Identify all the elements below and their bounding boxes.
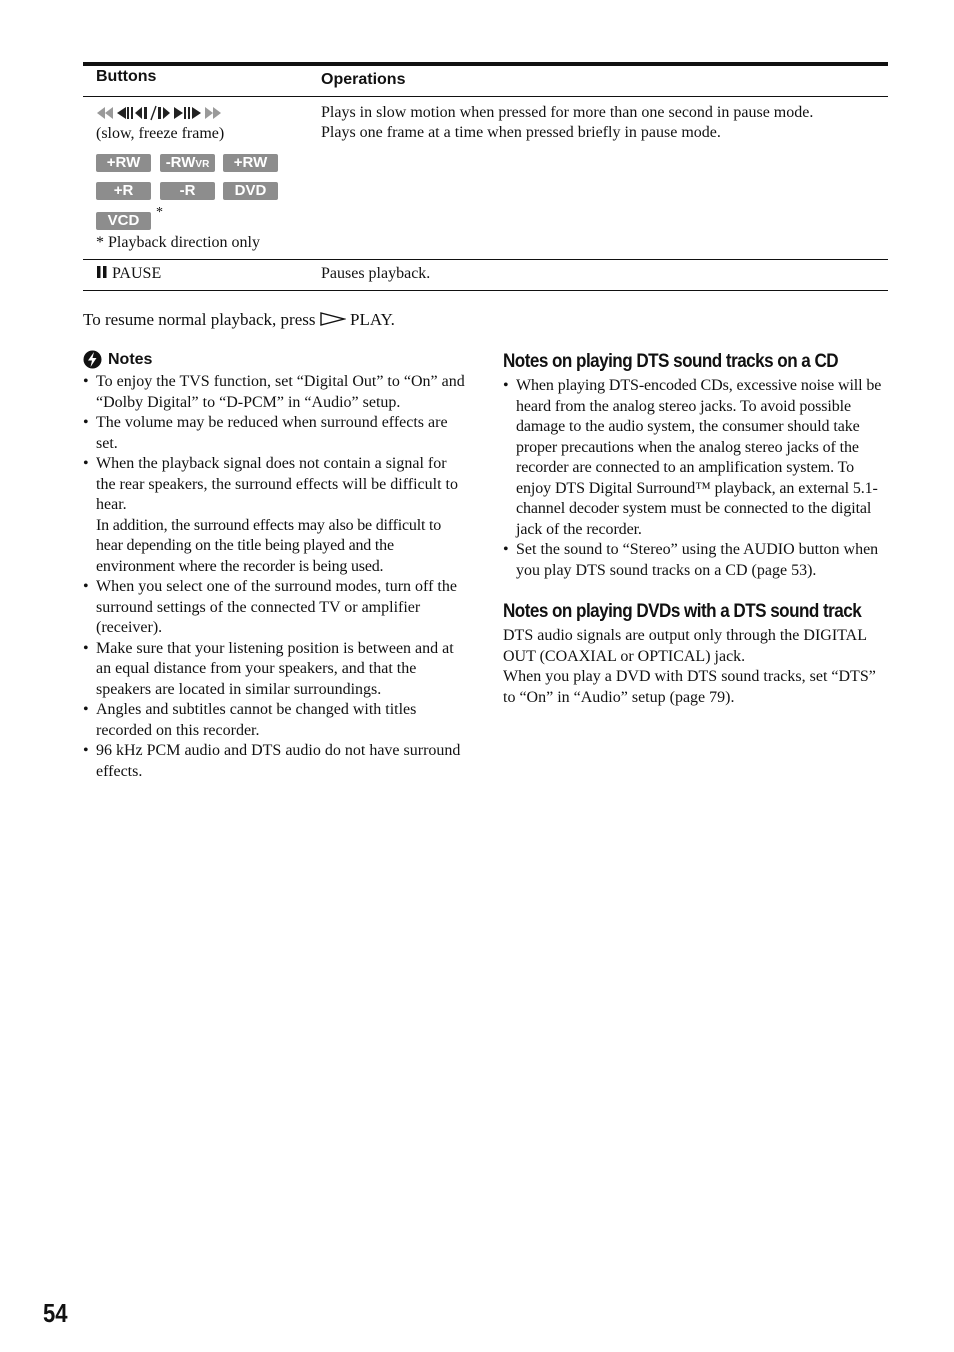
disc-badge-vcd: VCD [96,212,151,230]
slow-freeze-frame-icon [97,103,287,123]
pause-icon [96,265,108,279]
disc-badge-plus-r: +R [96,182,151,200]
list-item: • Make sure that your listening position is between and at an equal distance from your speakers, and that the speakers are located in similar surroundings. [83,639,468,701]
disc-badge-plus-rw-2: +RW [223,154,278,172]
dts-dvd-heading: Notes on playing DVDs with a DTS sound track [503,601,862,622]
table-top-rule [83,62,888,66]
slow-operation-line-1: Plays in slow motion when pressed for more than one second in pause mode. [321,104,814,121]
notes-continuation: In addition, the surround effects may also be difficult to hear depending on the title being played and the environment where the recorder is being used. [96,516,442,575]
play-icon [320,312,346,326]
list-item: • When you select one of the surround modes, turn off the surround settings of the connected TV or amplifier (receiver). [83,577,468,639]
dts-dvd-paragraph-1: DTS audio signals are output only through the DIGITAL OUT (COAXIAL or OPTICAL) jack. [503,627,867,665]
list-item: • The volume may be reduced when surround effects are set. [83,413,468,454]
disc-badge-plus-rw: +RW [96,154,151,172]
row-rule [83,259,888,260]
header-operations: Operations [321,71,406,88]
table-bottom-rule [83,290,888,291]
notes-list-continued [83,577,468,782]
slow-operation-line-2: Plays one frame at a time when pressed briefly in pause mode. [321,124,721,141]
list-item: • To enjoy the TVS function, set “Digital Out” to “On” and “Dolby Digital” to “D-PCM” in “Audio” setup. [83,372,468,413]
resume-instruction: To resume normal playback, press PLAY. [83,310,395,329]
notes-list [83,372,468,516]
notes-heading: Notes [108,351,153,368]
list-item: • 96 kHz PCM audio and DTS audio do not have surround effects. [83,741,468,782]
slow-freeze-frame-label: (slow, freeze frame) [96,125,225,142]
vcd-asterisk: * [156,205,163,220]
playback-direction-footnote: * Playback direction only [96,234,260,251]
header-buttons: Buttons [96,68,157,85]
list-item: • Set the sound to “Stereo” using the AUDIO button when you play DTS sound tracks on a CD (page 53). [503,540,888,581]
list-item: • When playing DTS-encoded CDs, excessive noise will be heard from the analog stereo jacks. To avoid possible damage to the audio system, the consumer should take proper precautions when the analog stereo jacks of the recorder are connected to an amplification system. To enjoy DTS Digital Surround™ playback, an external 5.1-channel decoder system must be connected to the digital jack of the recorder. [503,376,888,540]
pause-button-cell [96,264,161,285]
page-number: 54 [43,1298,68,1328]
pause-label: PAUSE [112,265,162,282]
dts-dvd-paragraph-2: When you play a DVD with DTS sound tracks, set “DTS” to “On” in “Audio” setup (page 79). [503,668,876,706]
dts-cd-section [503,351,888,581]
list-item: • Angles and subtitles cannot be changed with titles recorded on this recorder. [83,700,468,741]
disc-badge-minus-rw-vr: -RWVR [160,154,215,172]
notes-icon [83,350,102,369]
notes-section [83,350,468,782]
dts-dvd-section [503,601,888,708]
dts-cd-heading: Notes on playing DTS sound tracks on a CD [503,351,839,372]
dts-cd-list [503,376,888,581]
list-item: • When the playback signal does not contain a signal for the rear speakers, the surround effects will be difficult to hear. [83,454,468,516]
disc-badge-dvd: DVD [223,182,278,200]
header-rule [83,96,888,97]
disc-badge-minus-r: -R [160,182,215,200]
pause-operation: Pauses playback. [321,265,431,282]
